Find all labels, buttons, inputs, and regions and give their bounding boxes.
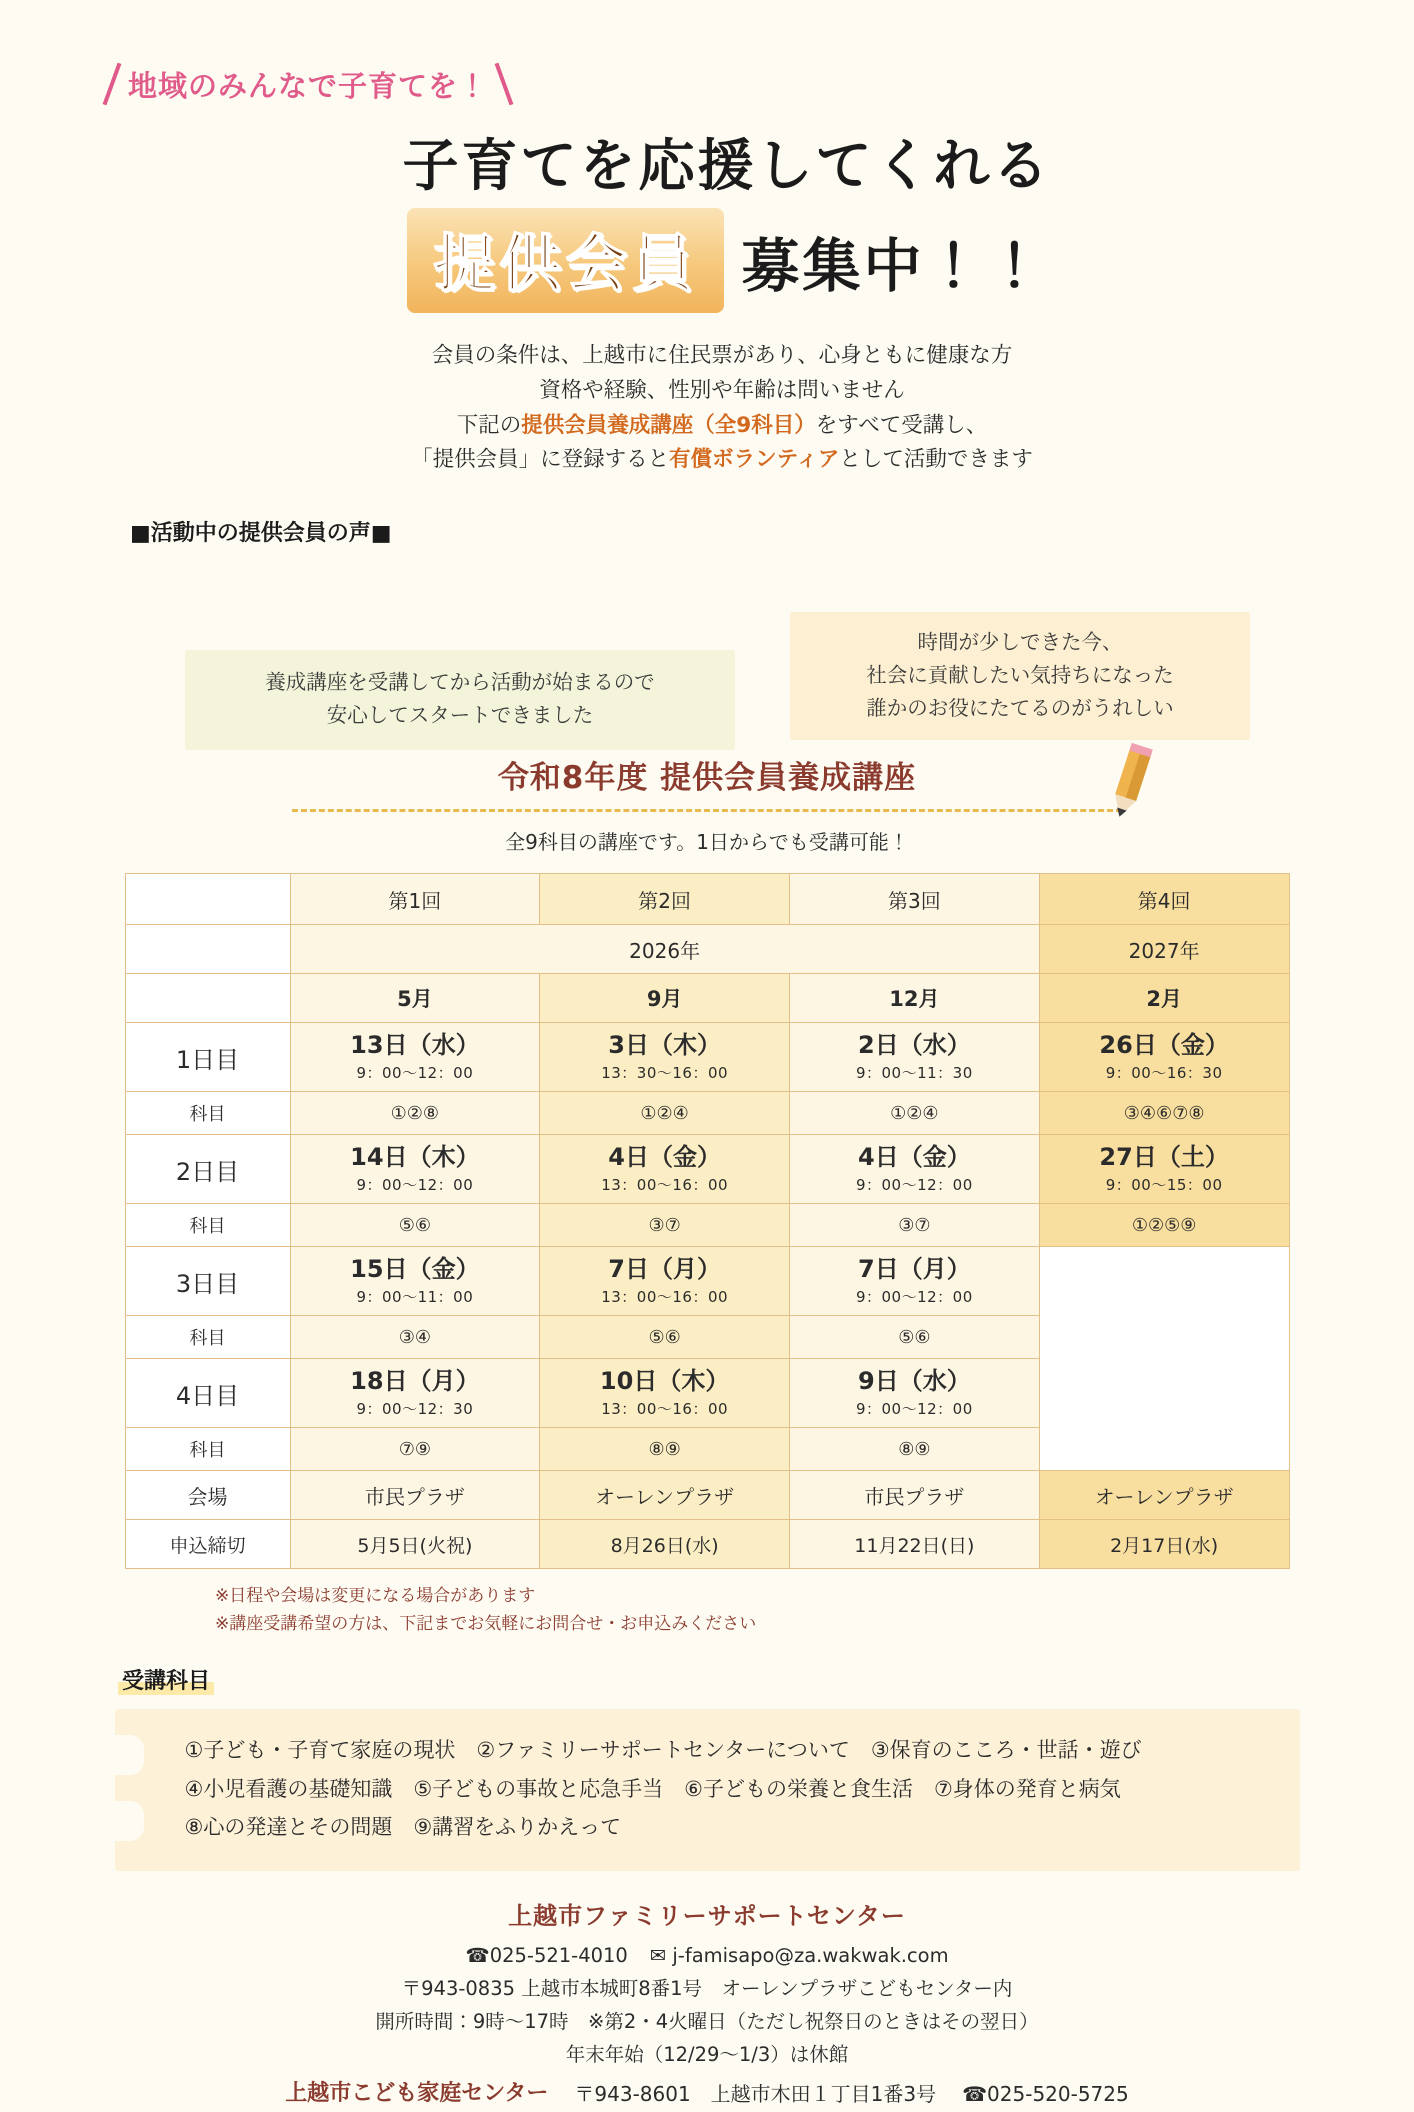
day4-subject-3: ⑧⑨: [790, 1428, 1040, 1471]
lede-line-4-pre: 「提供会員」に登録すると: [411, 447, 670, 473]
day2-col2: [540, 1135, 790, 1204]
page-title: 子育てを応援してくれる: [402, 134, 1052, 199]
table-row-day1-subjects: [125, 1092, 1289, 1135]
dashed-divider: [292, 809, 1122, 812]
day4-col2-date: 10日（木）: [599, 1367, 730, 1396]
course-subtitle: 全9科目の講座です。1日からでも受講可能！: [505, 830, 909, 855]
row-label-day2-subject: 科目: [125, 1204, 290, 1247]
day2-col3-time: 9：00〜12：00: [855, 1175, 973, 1194]
voice-card-2-line-1: 時間が少しできた今、: [917, 630, 1123, 654]
month-cell-1: 5月: [290, 974, 540, 1023]
session-header-2: 第2回: [540, 874, 790, 925]
day3-col2-time: 13：00〜16：00: [601, 1287, 729, 1306]
table-notes: [215, 1583, 1414, 1637]
day2-col1-date: 14日（木）: [350, 1143, 480, 1172]
day3-col1-date: 15日（金）: [350, 1255, 480, 1284]
day1-col4: [1039, 1023, 1289, 1092]
recruit-label: 募集中！！: [741, 231, 1047, 300]
session-header-1: 第1回: [290, 874, 540, 925]
row-label-day1-subject: 科目: [125, 1092, 290, 1135]
puzzle-notch-2-icon: [114, 1801, 144, 1841]
lede-line-3-pre: 下記の: [456, 412, 522, 438]
footer-hours: 開所時間：9時〜17時 ※第2・4火曜日（ただし祝祭日のときはその翌日）: [375, 2009, 1039, 2033]
month-cell-3: 12月: [790, 974, 1040, 1023]
footer-org2-phone: ☎025-520-5725: [962, 2081, 1129, 2106]
row-label-venue: 会場: [125, 1471, 290, 1520]
day1-col4-time: 9：00〜16：30: [1105, 1063, 1223, 1082]
day3-col3: [790, 1247, 1040, 1316]
lede-line-4-accent: 有償ボランティア: [669, 447, 840, 473]
lede-paragraph: [0, 339, 1414, 478]
table-row-years: [125, 925, 1289, 974]
day1-col1: [290, 1023, 540, 1092]
voice-card-1-line-1: 養成講座を受講してから活動が始まるので: [265, 670, 655, 694]
day3-col3-date: 7日（月）: [858, 1255, 971, 1284]
row-label-day3-subject: 科目: [125, 1316, 290, 1359]
day1-col3: [790, 1023, 1040, 1092]
table-note-2: ※講座受講希望の方は、下記までお気軽にお問合せ・お申込みください: [215, 1613, 757, 1634]
day3-subject-1: ③④: [290, 1316, 540, 1359]
footer-org2-name: 上越市こども家庭センター: [285, 2081, 549, 2107]
year-row-label: [125, 925, 290, 974]
footer-contact-row: [0, 1940, 1414, 1971]
venue-2: オーレンプラザ: [540, 1471, 790, 1520]
row-label-deadline: 申込締切: [125, 1520, 290, 1569]
deadline-3: 11月22日(日): [790, 1520, 1040, 1569]
venue-4: オーレンプラザ: [1039, 1471, 1289, 1520]
day3-col1: [290, 1247, 540, 1316]
day2-col1-time: 9：00〜12：00: [356, 1175, 474, 1194]
deadline-4: 2月17日(水): [1039, 1520, 1289, 1569]
day1-col3-time: 9：00〜11：30: [855, 1063, 973, 1082]
flyer-page: [0, 62, 1414, 2107]
day2-col4: [1039, 1135, 1289, 1204]
lede-line-2: 資格や経験、性別や年齢は問いません: [539, 377, 905, 403]
day4-col3: [790, 1359, 1040, 1428]
table-row-day1: [125, 1023, 1289, 1092]
row-label-day1: 1日目: [125, 1023, 290, 1092]
year-2026-cell: 2026年: [290, 925, 1039, 974]
footer-secondary-org-row: [0, 2076, 1414, 2111]
footer-holiday: 年末年始（12/29〜1/3）は休館: [565, 2043, 849, 2067]
slash-right-icon: [495, 63, 514, 106]
subjects-line-2: ④小児看護の基礎知識 ⑤子どもの事故と応急手当 ⑥子どもの栄養と食生活 ⑦身体の発育と病気: [184, 1776, 1121, 1801]
month-cell-4: 2月: [1039, 974, 1289, 1023]
day2-col3: [790, 1135, 1040, 1204]
table-note-1: ※日程や会場は変更になる場合があります: [215, 1586, 536, 1607]
day1-subject-3: ①②④: [790, 1092, 1040, 1135]
course-title: [0, 752, 1414, 797]
day2-col1: [290, 1135, 540, 1204]
table-row-day2: [125, 1135, 1289, 1204]
lede-line-3-post: をすべて受講し、: [815, 412, 988, 438]
day2-subject-3: ③⑦: [790, 1204, 1040, 1247]
day1-col2-time: 13：30〜16：00: [601, 1063, 729, 1082]
day1-subject-1: ①②⑧: [290, 1092, 540, 1135]
day4-col3-date: 9日（水）: [858, 1367, 971, 1396]
course-title-text: 令和8年度 提供会員養成講座: [497, 760, 917, 797]
title-row-secondary: [0, 208, 1414, 313]
footer-phone-number: 025-521-4010: [489, 1943, 628, 1967]
footer-org2-address: 〒943-8601 上越市木田１丁目1番3号: [574, 2081, 937, 2106]
day3-col3-time: 9：00〜12：00: [855, 1287, 973, 1306]
day3-subject-3: ⑤⑥: [790, 1316, 1040, 1359]
lede-line-4: [30, 443, 1414, 478]
day1-col2: [540, 1023, 790, 1092]
day2-col3-date: 4日（金）: [858, 1143, 971, 1172]
day4-col1-date: 18日（月）: [350, 1367, 480, 1396]
voice-card-1-line-2: 安心してスタートできました: [326, 702, 594, 727]
pencil-icon: [1099, 742, 1159, 826]
footer-email-address: j-famisapo@za.wakwak.com: [672, 1943, 949, 1967]
subjects-box: [115, 1709, 1300, 1872]
table-row-venue: [125, 1471, 1289, 1520]
day4-col1: [290, 1359, 540, 1428]
day2-subject-2: ③⑦: [540, 1204, 790, 1247]
footer-org-name: 上越市ファミリーサポートセンター: [508, 1902, 906, 1931]
month-row-label: [125, 974, 290, 1023]
day1-col2-date: 3日（木）: [608, 1031, 721, 1060]
schedule-table: [125, 873, 1290, 1569]
lede-line-1: 会員の条件は、上越市に住民票があり、心身ともに健康な方: [431, 343, 1013, 368]
session-header-4: 第4回: [1039, 874, 1289, 925]
slash-left-icon: [103, 63, 122, 106]
deadline-2: 8月26日(水): [540, 1520, 790, 1569]
empty-cell-col4: [1039, 1247, 1289, 1471]
day4-subject-1: ⑦⑨: [290, 1428, 540, 1471]
row-label-day4-subject: 科目: [125, 1428, 290, 1471]
day4-col2: [540, 1359, 790, 1428]
day3-col2-date: 7日（月）: [608, 1255, 721, 1284]
day4-subject-2: ⑧⑨: [540, 1428, 790, 1471]
kicker-text: 地域のみんなで子育てを！: [128, 68, 489, 103]
day2-subject-4: ①②⑤⑨: [1039, 1204, 1289, 1247]
row-label-day2: 2日目: [125, 1135, 290, 1204]
day2-col2-time: 13：00〜16：00: [601, 1175, 729, 1194]
venue-1: 市民プラザ: [290, 1471, 540, 1520]
footer-phone: [465, 1940, 627, 1971]
day1-col1-date: 13日（水）: [350, 1031, 480, 1060]
table-row-sessions: [125, 874, 1289, 925]
day4-col3-time: 9：00〜12：00: [855, 1399, 973, 1418]
row-label-day4: 4日目: [125, 1359, 290, 1428]
day3-subject-2: ⑤⑥: [540, 1316, 790, 1359]
day2-col2-date: 4日（金）: [608, 1143, 721, 1172]
lede-line-4-post: として活動できます: [839, 447, 1033, 473]
puzzle-notch-1-icon: [114, 1735, 144, 1775]
voices-heading: ■活動中の提供会員の声■: [130, 521, 392, 547]
row-label-day3: 3日目: [125, 1247, 290, 1316]
day3-col1-time: 9：00〜11：00: [356, 1287, 474, 1306]
voice-card-2-line-3: 誰かのお役にたてるのがうれしい: [866, 695, 1174, 720]
table-row-deadline: [125, 1520, 1289, 1569]
voice-card-2-line-2: 社会に貢献したい気持ちになった: [866, 662, 1174, 687]
day2-col4-time: 9：00〜15：00: [1105, 1175, 1223, 1194]
day1-col4-date: 26日（金）: [1099, 1031, 1229, 1060]
day2-col4-date: 27日（土）: [1099, 1143, 1229, 1172]
month-cell-2: 9月: [540, 974, 790, 1023]
subjects-line-1: ①子ども・子育て家庭の現状 ②ファミリーサポートセンターについて ③保育のこころ・世話・遊び: [184, 1737, 1142, 1762]
subjects-line-3: ⑧心の発達とその問題 ⑨講習をふりかえって: [184, 1815, 622, 1840]
day1-col1-time: 9：00〜12：00: [356, 1063, 474, 1082]
highlight-badge: [407, 208, 723, 313]
year-2027-cell: 2027年: [1039, 925, 1289, 974]
lede-line-3: [30, 409, 1414, 444]
deadline-1: 5月5日(火祝): [290, 1520, 540, 1569]
table-row-day2-subjects: [125, 1204, 1289, 1247]
subjects-heading: 受講科目: [118, 1664, 214, 1695]
footer-address: 〒943-0835 上越市本城町8番1号 オーレンプラザこどもセンター内: [401, 1976, 1013, 2000]
footer-email: [650, 1940, 949, 1971]
mail-icon: ✉: [649, 1943, 667, 1967]
corner-cell: [125, 874, 290, 925]
session-header-3: 第3回: [790, 874, 1040, 925]
day1-subject-2: ①②④: [540, 1092, 790, 1135]
phone-icon: ☎: [465, 1943, 490, 1967]
footer-contact: [0, 1897, 1414, 2111]
day1-col3-date: 2日（水）: [858, 1031, 971, 1060]
voice-card-2: [790, 612, 1250, 740]
venue-3: 市民プラザ: [790, 1471, 1040, 1520]
table-row-day3: [125, 1247, 1289, 1316]
table-row-months: [125, 974, 1289, 1023]
day4-col2-time: 13：00〜16：00: [601, 1399, 729, 1418]
voice-card-1: [185, 650, 735, 750]
day1-subject-4: ③④⑥⑦⑧: [1039, 1092, 1289, 1135]
lede-line-3-accent: 提供会員養成講座（全9科目）: [521, 412, 816, 438]
day4-col1-time: 9：00〜12：30: [356, 1399, 474, 1418]
day3-col2: [540, 1247, 790, 1316]
kicker-row: [110, 62, 1414, 106]
day2-subject-1: ⑤⑥: [290, 1204, 540, 1247]
highlight-label: 提供会員: [433, 227, 698, 300]
